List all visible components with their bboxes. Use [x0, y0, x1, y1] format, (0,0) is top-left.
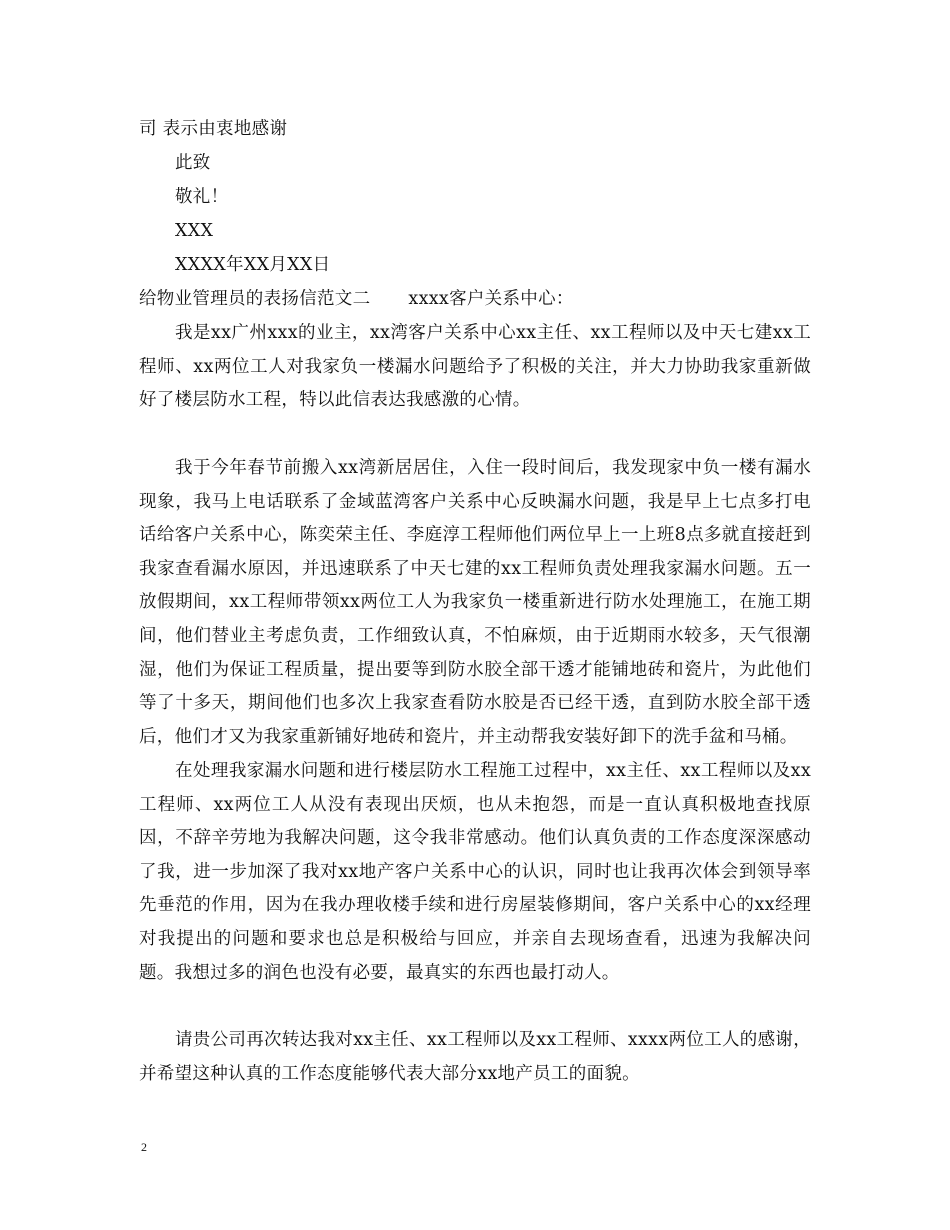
- paragraph-3: 在处理我家漏水问题和进行楼层防水工程施工过程中，xx主任、xx工程师以及xx工程师、xx两位工人从没有表现出厌烦，也从未抱怨，而是一直认真积极地查找原因，不辞辛劳地为我解决问题，这令我非常感动。他们认真负责的工作态度深深感动了我，进一步加深了我对xx地产客户关系中心的认识，同时也让我再次体会到领导率先垂范的作用，因为在我办理收楼手续和进行房屋装修期间，客户关系中心的xx经理对我提出的问题和要求也总是积极给与回应，并亲自去现场查看，迅速为我解决问题。我想过多的润色也没有必要，最真实的东西也最打动人。: [139, 761, 811, 983]
- salutation: 敬礼！: [175, 187, 229, 207]
- closing-phrase: 此致: [175, 153, 211, 173]
- page-number: 2: [141, 1140, 147, 1154]
- date-line: XXXX年XX月XX日: [175, 255, 331, 275]
- paragraph-1: 我是xx广州xxx的业主，xx湾客户关系中心xx主任、xx工程师以及中天七建xx工程师、xx两位工人对我家负一楼漏水问题给予了积极的关注，并大力协助我家重新做好了楼层防水工程，特以此信表达我感激的心情。: [139, 323, 811, 411]
- continued-line: 司 表示由衷地感谢: [139, 119, 288, 139]
- signature: XXX: [175, 221, 214, 241]
- paragraph-2: 我于今年春节前搬入xx湾新居居住，入住一段时间后，我发现家中负一楼有漏水现象，我马上电话联系了金域蓝湾客户关系中心反映漏水问题，我是早上七点多打电话给客户关系中心，陈奕荣主任、李庭淳工程师他们两位早上一上班8点多就直接赶到我家查看漏水原因，并迅速联系了中天七建的xx工程师负责处理我家漏水问题。五一放假期间，xx工程师带领xx两位工人为我家负一楼重新进行防水处理施工，在施工期间，他们替业主考虑负责，工作细致认真，不怕麻烦，由于近期雨水较多，天气很潮湿，他们为保证工程质量，提出要等到防水胶全部干透才能铺地砖和瓷片，为此他们等了十多天，期间他们也多次上我家查看防水胶是否已经干透，直到防水胶全部干透后，他们才又为我家重新铺好地砖和瓷片，并主动帮我安装好卸下的洗手盆和马桶。: [139, 458, 811, 747]
- section-heading-line: [139, 291, 574, 309]
- paragraph-4: 请贵公司再次转达我对xx主任、xx工程师以及xx工程师、xxxx两位工人的感谢，并希望这种认真的工作态度能够代表大部分xx地产员工的面貌。: [139, 1030, 811, 1084]
- recipient-line: xxxx客户关系中心：: [408, 289, 574, 309]
- section-heading: 给物业管理员的表扬信范文二: [139, 289, 371, 309]
